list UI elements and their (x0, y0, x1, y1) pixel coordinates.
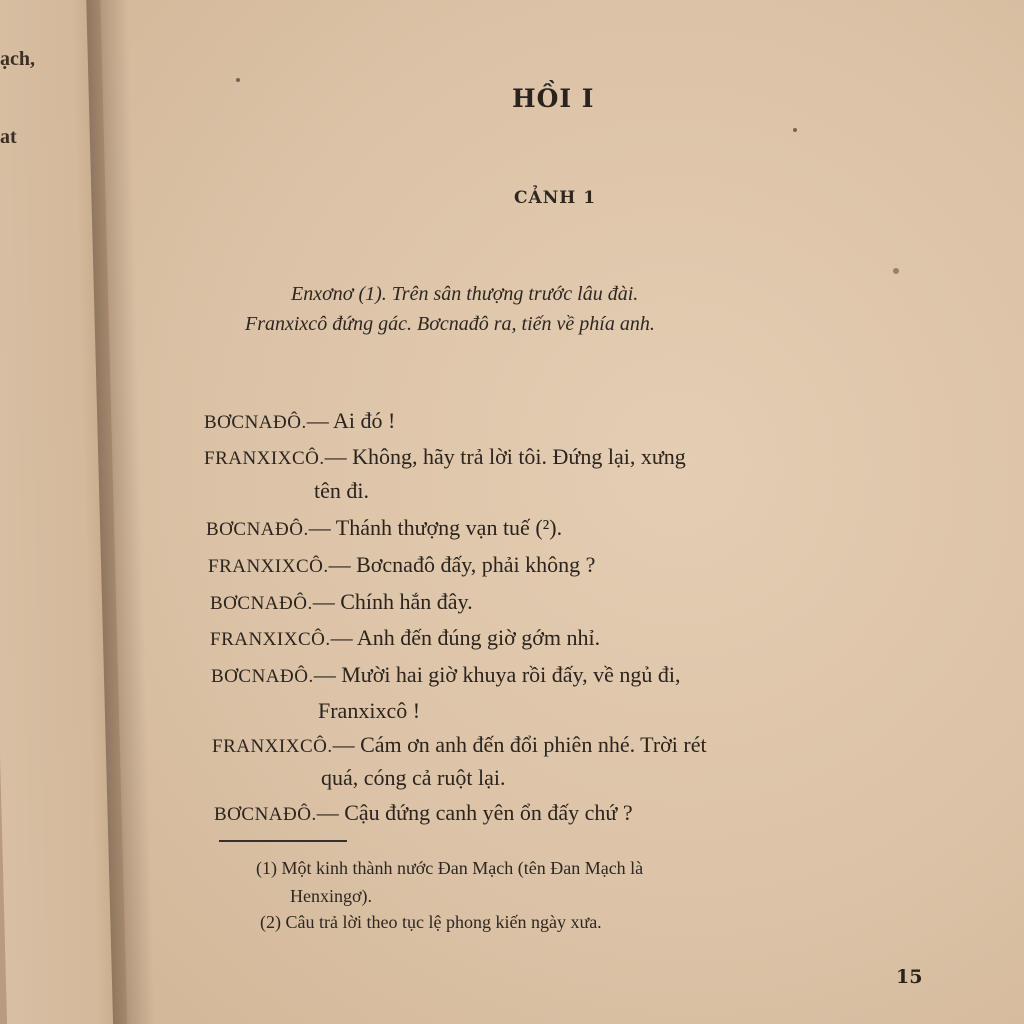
dialogue-line (204, 444, 686, 470)
footnote: Henxingơ). (290, 886, 373, 906)
left-page-fragment: at (0, 126, 17, 148)
speaker-name: BƠCNAĐÔ. (211, 666, 314, 687)
dialogue-text: — Mười hai giờ khuya rồi đấy, về ngủ đi, (313, 662, 681, 687)
dialogue-text: — Bơcnađô đấy, phải không ? (328, 552, 596, 577)
dialogue-continuation: Franxixcô ! (318, 698, 421, 723)
stage-direction: Franxixcô đứng gác. Bơcnađô ra, tiến về phía anh. (245, 313, 655, 335)
stage-direction: Enxơnơ (1). Trên sân thượng trước lâu đài. (291, 283, 639, 305)
dialogue-line (206, 515, 562, 541)
dialogue-text: — Ai đó ! (306, 408, 396, 433)
speaker-name: BƠCNAĐÔ. (206, 519, 309, 540)
speaker-name: FRANXIXCÔ. (208, 556, 329, 577)
speaker-name: FRANXIXCÔ. (204, 448, 325, 469)
scene-title: CẢNH 1 (514, 188, 597, 208)
dialogue-line (204, 408, 395, 434)
footnote-rule (219, 840, 347, 842)
left-page-fragment: ạch, (0, 48, 35, 70)
dialogue-line (214, 800, 633, 826)
dialogue-line (210, 625, 600, 651)
act-title: HỒI I (512, 84, 595, 113)
page-number: 15 (896, 966, 923, 988)
dialogue-text: — Không, hãy trả lời tôi. Đứng lại, xưng (324, 444, 686, 469)
speaker-name: BƠCNAĐÔ. (210, 593, 313, 614)
dialogue-continuation: quá, cóng cả ruột lại. (321, 765, 506, 790)
paper-speck (893, 268, 899, 274)
paper-speck (236, 78, 240, 82)
footnote: (2) Câu trả lời theo tục lệ phong kiến ngày xưa. (260, 912, 602, 932)
dialogue-line (208, 552, 595, 578)
speaker-name: BƠCNAĐÔ. (214, 804, 317, 825)
dialogue-line (212, 732, 707, 758)
dialogue-text: — Chính hắn đây. (312, 589, 473, 614)
speaker-name: FRANXIXCÔ. (210, 629, 331, 650)
dialogue-line (210, 589, 473, 615)
dialogue-line (211, 662, 680, 688)
speaker-name: BƠCNAĐÔ. (204, 412, 307, 433)
speaker-name: FRANXIXCÔ. (212, 736, 333, 757)
dialogue-text: — Cám ơn anh đến đổi phiên nhé. Trời rét (332, 732, 707, 757)
dialogue-text: — Cậu đứng canh yên ổn đấy chứ ? (316, 800, 633, 825)
dialogue-continuation: tên đi. (314, 478, 369, 503)
dialogue-text: — Anh đến đúng giờ gớm nhỉ. (330, 625, 601, 650)
paper-speck (793, 128, 797, 132)
dialogue-text: — Thánh thượng vạn tuế (²). (308, 515, 563, 540)
footnote: (1) Một kinh thành nước Đan Mạch (tên Đan Mạch là (256, 858, 644, 878)
